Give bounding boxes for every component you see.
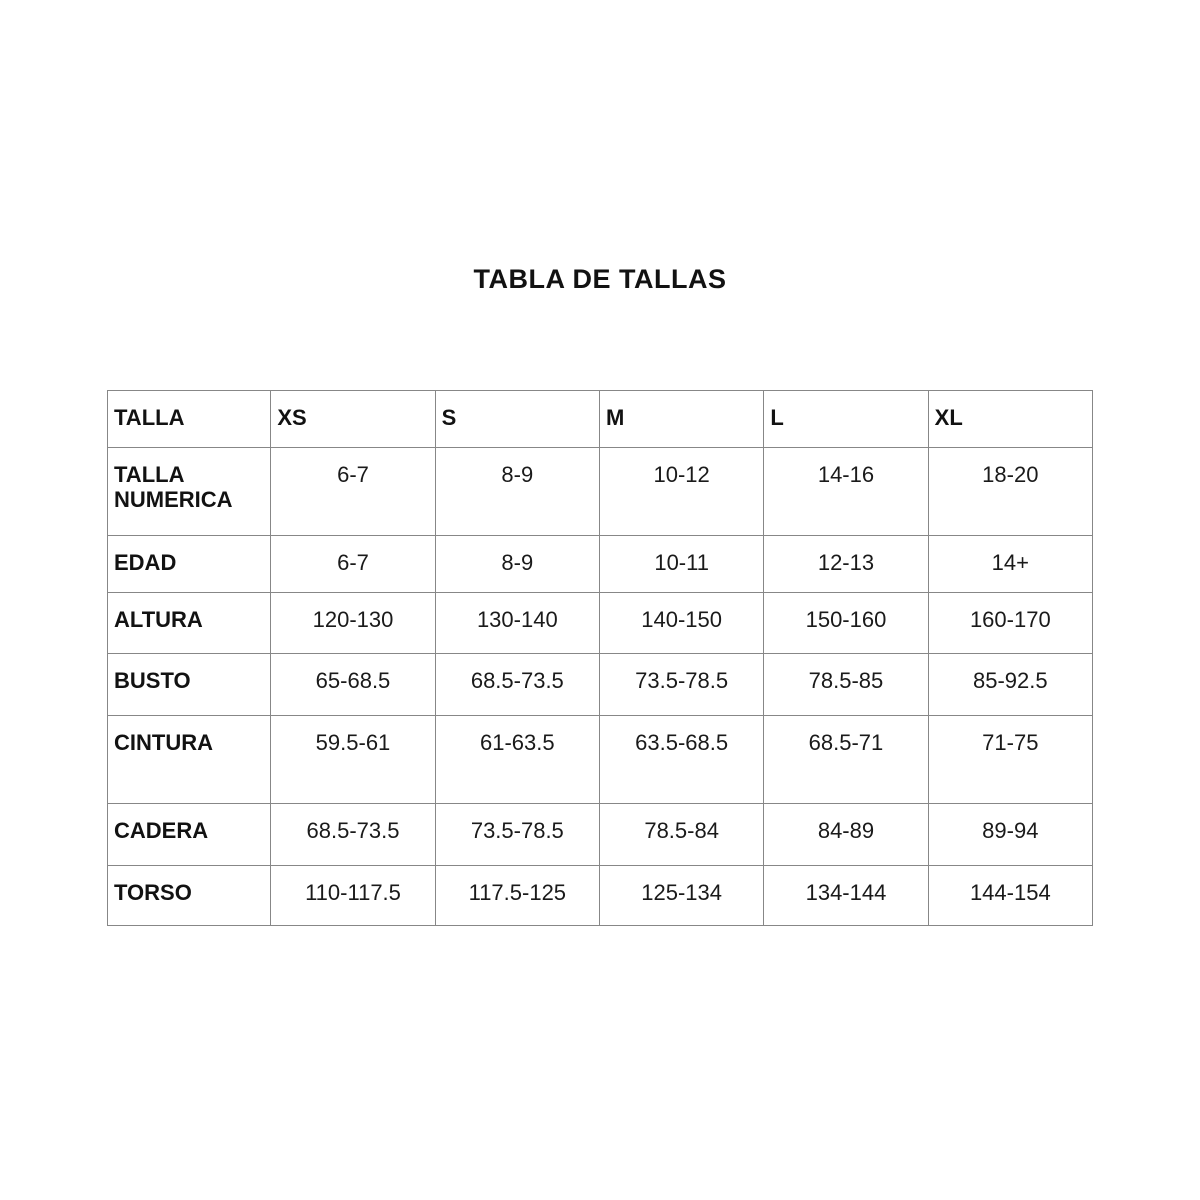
column-header-s: S <box>435 391 599 448</box>
row-label: BUSTO <box>108 654 271 716</box>
size-value: 78.5-84 <box>599 804 763 866</box>
size-value: 10-11 <box>599 536 763 593</box>
table-row-cadera <box>108 804 1093 866</box>
size-value: 65-68.5 <box>271 654 435 716</box>
row-label: CADERA <box>108 804 271 866</box>
size-value: 125-134 <box>599 866 763 926</box>
row-label: TALLA NUMERICA <box>108 448 271 536</box>
table-row-torso <box>108 866 1093 926</box>
column-header-talla: TALLA <box>108 391 271 448</box>
row-label: TORSO <box>108 866 271 926</box>
size-value: 73.5-78.5 <box>599 654 763 716</box>
row-label: ALTURA <box>108 593 271 654</box>
size-value: 89-94 <box>928 804 1092 866</box>
column-header-xl: XL <box>928 391 1092 448</box>
size-value: 140-150 <box>599 593 763 654</box>
size-value: 14-16 <box>764 448 928 536</box>
column-header-l: L <box>764 391 928 448</box>
table-row-altura <box>108 593 1093 654</box>
size-value: 78.5-85 <box>764 654 928 716</box>
size-value: 10-12 <box>599 448 763 536</box>
table-row-busto <box>108 654 1093 716</box>
size-value: 144-154 <box>928 866 1092 926</box>
column-header-m: M <box>599 391 763 448</box>
size-value: 59.5-61 <box>271 716 435 804</box>
size-value: 68.5-71 <box>764 716 928 804</box>
header-row <box>108 391 1093 448</box>
table-row-cintura <box>108 716 1093 804</box>
row-label: EDAD <box>108 536 271 593</box>
size-value: 117.5-125 <box>435 866 599 926</box>
size-value: 134-144 <box>764 866 928 926</box>
table-row-talla-numerica <box>108 448 1093 536</box>
size-value: 14+ <box>928 536 1092 593</box>
size-value: 130-140 <box>435 593 599 654</box>
size-value: 84-89 <box>764 804 928 866</box>
size-value: 73.5-78.5 <box>435 804 599 866</box>
size-value: 68.5-73.5 <box>435 654 599 716</box>
size-value: 68.5-73.5 <box>271 804 435 866</box>
size-value: 12-13 <box>764 536 928 593</box>
size-value: 61-63.5 <box>435 716 599 804</box>
size-value: 150-160 <box>764 593 928 654</box>
size-value: 6-7 <box>271 536 435 593</box>
size-value: 120-130 <box>271 593 435 654</box>
size-value: 110-117.5 <box>271 866 435 926</box>
size-chart-table <box>107 390 1093 926</box>
size-value: 160-170 <box>928 593 1092 654</box>
size-value: 8-9 <box>435 448 599 536</box>
row-label: CINTURA <box>108 716 271 804</box>
size-value: 18-20 <box>928 448 1092 536</box>
size-value: 63.5-68.5 <box>599 716 763 804</box>
table-row-edad <box>108 536 1093 593</box>
column-header-xs: XS <box>271 391 435 448</box>
size-value: 6-7 <box>271 448 435 536</box>
page-title: TABLA DE TALLAS <box>473 264 727 294</box>
size-value: 71-75 <box>928 716 1092 804</box>
size-value: 85-92.5 <box>928 654 1092 716</box>
size-value: 8-9 <box>435 536 599 593</box>
